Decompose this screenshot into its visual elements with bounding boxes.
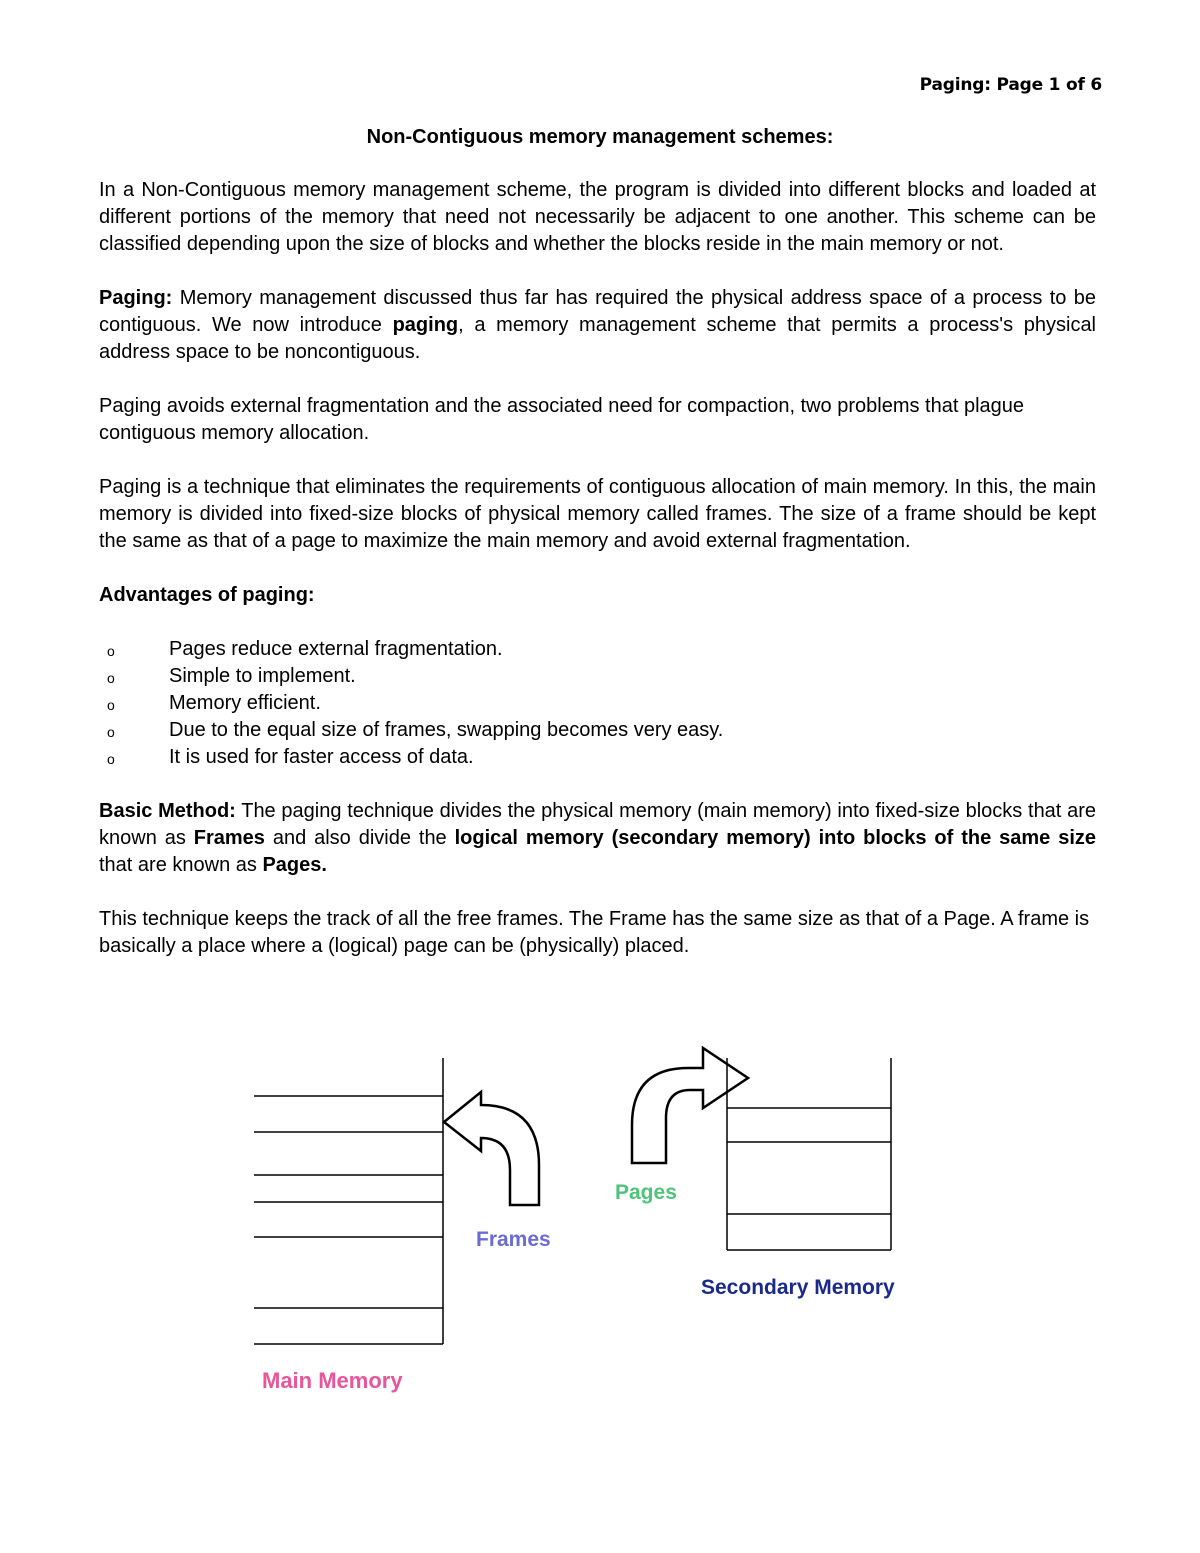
- main-memory-label: Main Memory: [262, 1368, 403, 1393]
- frames-label: Frames: [476, 1228, 551, 1251]
- fragmentation-paragraph: Paging avoids external fragmentation and the associated need for compaction, two problems that plague contiguous memory allocation.: [99, 395, 1025, 444]
- bullet-icon: o: [107, 724, 115, 740]
- paging-text-2: , a memory management scheme that permits a process's physical address space to be noncontiguous.: [99, 314, 1097, 363]
- basic-method-text-2: and also divide the: [264, 827, 455, 849]
- bullet-icon: o: [107, 751, 115, 767]
- pages-arrow-icon: [632, 1048, 748, 1163]
- paging-label: Paging:: [99, 287, 173, 309]
- track-paragraph: This technique keeps the track of all the free frames. The Frame has the same size as that of a Page. A frame is basically a place where a (logical) page can be (physically) placed.: [99, 908, 1090, 957]
- list-item: [99, 717, 1096, 744]
- bullet-icon: o: [107, 643, 115, 659]
- list-item: [99, 744, 1096, 771]
- basic-method-paragraph: [99, 798, 1096, 879]
- intro-paragraph: In a Non-Contiguous memory management scheme, the program is divided into different blocks and loaded at different portions of the memory that need not necessarily be adjacent to one another. This scheme can be classified depending upon the size of blocks and whether the blocks reside in the main memory or not.: [99, 179, 1096, 255]
- basic-method-label: Basic Method:: [99, 800, 236, 822]
- list-item: [99, 690, 1096, 717]
- technique-paragraph: Paging is a technique that eliminates the requirements of contiguous allocation of main memory. In this, the main memory is divided into fixed-size blocks of physical memory called frames. The size of a frame should be kept the same as that of a page to maximize the main memory and avoid external fragmentation.: [99, 476, 1096, 552]
- page-header: Paging: Page 1 of 6: [919, 75, 1102, 95]
- list-item-text: Pages reduce external fragmentation.: [169, 638, 503, 660]
- frames-arrow-icon: [444, 1092, 539, 1205]
- frames-bold: Frames: [193, 827, 265, 849]
- paging-bold-word: paging: [392, 314, 459, 336]
- list-item: [99, 636, 1096, 663]
- logical-memory-bold: logical memory (secondary memory) into blocks of the same size: [454, 827, 1096, 849]
- pages-bold: Pages.: [262, 854, 327, 876]
- page-title: Non-Contiguous memory management schemes:: [366, 126, 834, 148]
- pages-label: Pages: [615, 1181, 677, 1204]
- advantages-heading: Advantages of paging:: [99, 584, 315, 606]
- secondary-memory-block: [727, 1058, 891, 1250]
- basic-method-text-1: The paging technique divides the physical memory (main memory) into fixed-size blocks that are known as: [99, 800, 1096, 849]
- list-item-text: Memory efficient.: [169, 692, 321, 714]
- list-item-text: Due to the equal size of frames, swapping becomes very easy.: [169, 719, 724, 741]
- paging-text-1: Memory management discussed thus far has required the physical address space of a process to be contiguous. We now introduce: [99, 287, 1096, 336]
- document-body: [99, 177, 1096, 987]
- list-item-text: It is used for faster access of data.: [169, 746, 474, 768]
- main-memory-block: [254, 1058, 443, 1344]
- list-item: [99, 663, 1096, 690]
- advantages-list: [99, 636, 1096, 771]
- list-item-text: Simple to implement.: [169, 665, 356, 687]
- bullet-icon: o: [107, 697, 115, 713]
- paging-diagram: [0, 1030, 1200, 1430]
- secondary-memory-label: Secondary Memory: [701, 1276, 895, 1299]
- paging-definition-paragraph: [99, 285, 1096, 366]
- bullet-icon: o: [107, 670, 115, 686]
- basic-method-text-3: that are known as: [99, 854, 263, 876]
